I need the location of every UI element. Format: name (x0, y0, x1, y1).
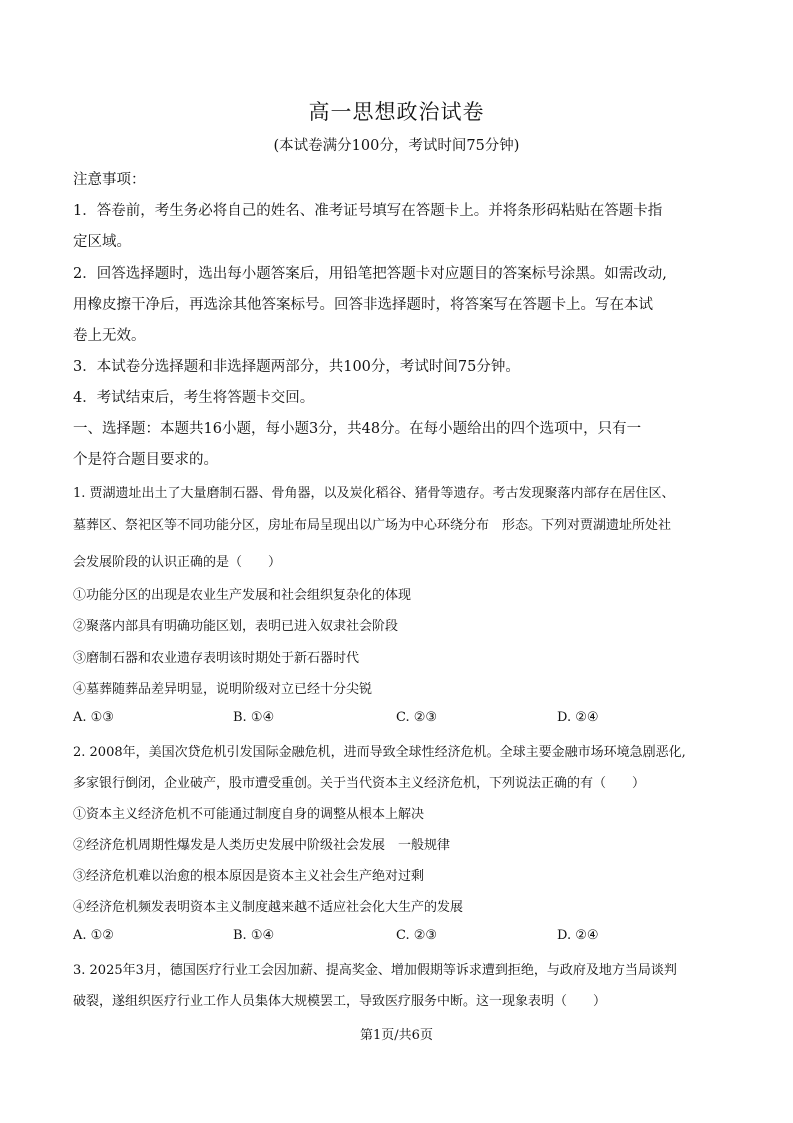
question-stem: 破裂，遂组织医疗行业工作人员集体大规模罢工，导致医疗服务中断。这一现象表明（ ） (73, 994, 607, 1009)
question-stem: 多家银行倒闭，企业破产，股市遭受重创。关于当代资本主义经济危机，下列说法正确的有（ ） (73, 776, 646, 791)
question-stem: 会发展阶段的认识正确的是（ ） (73, 555, 282, 570)
question-statement: ④经济危机频发表明资本主义制度越来越不适应社会化大生产的发展 (73, 900, 464, 915)
option-b: B. ①④ (233, 928, 275, 943)
notice-heading: 注意事项： (73, 172, 146, 188)
question-stem: 1. 贾湖遗址出土了大量磨制石器、骨角器，以及炭化稻谷、猪骨等遗存。考古发现聚落内部存在居住区、 (73, 486, 675, 501)
page-subtitle: (本试卷满分100分，考试时间75分钟) (273, 138, 520, 154)
option-c: C. ②③ (396, 928, 438, 943)
question-stem: 2. 2008年，美国次贷危机引发国际金融危机，进而导致全球性经济危机。全球主要金融市场环境急剧恶化, (73, 745, 686, 760)
notice-line: 1．答卷前，考生务必将自己的姓名、准考证号填写在答题卡上。并将条形码粘贴在答题卡指 (73, 203, 663, 219)
option-d: D. ②④ (557, 928, 599, 943)
question-stem: 3. 2025年3月，德国医疗行业工会因加薪、提高奖金、增加假期等诉求遭到拒绝，与政府及地方当局谈判 (73, 963, 677, 978)
question-statement: ①资本主义经济危机不可能通过制度自身的调整从根本上解决 (73, 807, 425, 822)
option-d: D. ②④ (557, 710, 599, 725)
notice-line: 用橡皮擦干净后，再选涂其他答案标号。回答非选择题时，将答案写在答题卡上。写在本试 (73, 297, 653, 313)
option-a: A. ①② (73, 928, 114, 943)
notice-line: 卷上无效。 (73, 328, 146, 344)
page-title: 高一思想政治试卷 (308, 100, 485, 124)
option-a: A. ①③ (73, 710, 114, 725)
section-heading: 一、选择题：本题共16小题，每小题3分，共48分。在每小题给出的四个选项中，只有一 (73, 421, 642, 437)
notice-line: 定区域。 (73, 234, 131, 250)
question-statement: ③经济危机难以治愈的根本原因是资本主义社会生产绝对过剩 (73, 869, 425, 884)
question-statement: ④墓葬随葬品差异明显，说明阶级对立已经十分尖锐 (73, 682, 373, 697)
question-stem: 墓葬区、祭祀区等不同功能分区，房址布局呈现出以广场为中心环绕分布 形态。下列对贾湖遗址所处社 (73, 518, 672, 533)
question-statement: ②聚落内部具有明确功能区划，表明已进入奴隶社会阶段 (73, 619, 399, 634)
notice-line: 2．回答选择题时，选出每小题答案后，用铅笔把答题卡对应题目的答案标号涂黑。如需改动, (73, 266, 667, 282)
question-statement: ②经济危机周期性爆发是人类历史发展中阶级社会发展 一般规律 (73, 838, 451, 853)
option-b: B. ①④ (233, 710, 275, 725)
question-statement: ③磨制石器和农业遗存表明该时期处于新石器时代 (73, 651, 360, 666)
option-c: C. ②③ (396, 710, 438, 725)
notice-line: 3．本试卷分选择题和非选择题两部分，共100分，考试时间75分钟。 (73, 359, 520, 375)
question-statement: ①功能分区的出现是农业生产发展和社会组织复杂化的体现 (73, 588, 412, 603)
page-number: 第1页/共6页 (360, 1028, 433, 1043)
notice-line: 4．考试结束后，考生将答题卡交回。 (73, 390, 315, 406)
section-heading: 个是符合题目要求的。 (73, 452, 218, 468)
